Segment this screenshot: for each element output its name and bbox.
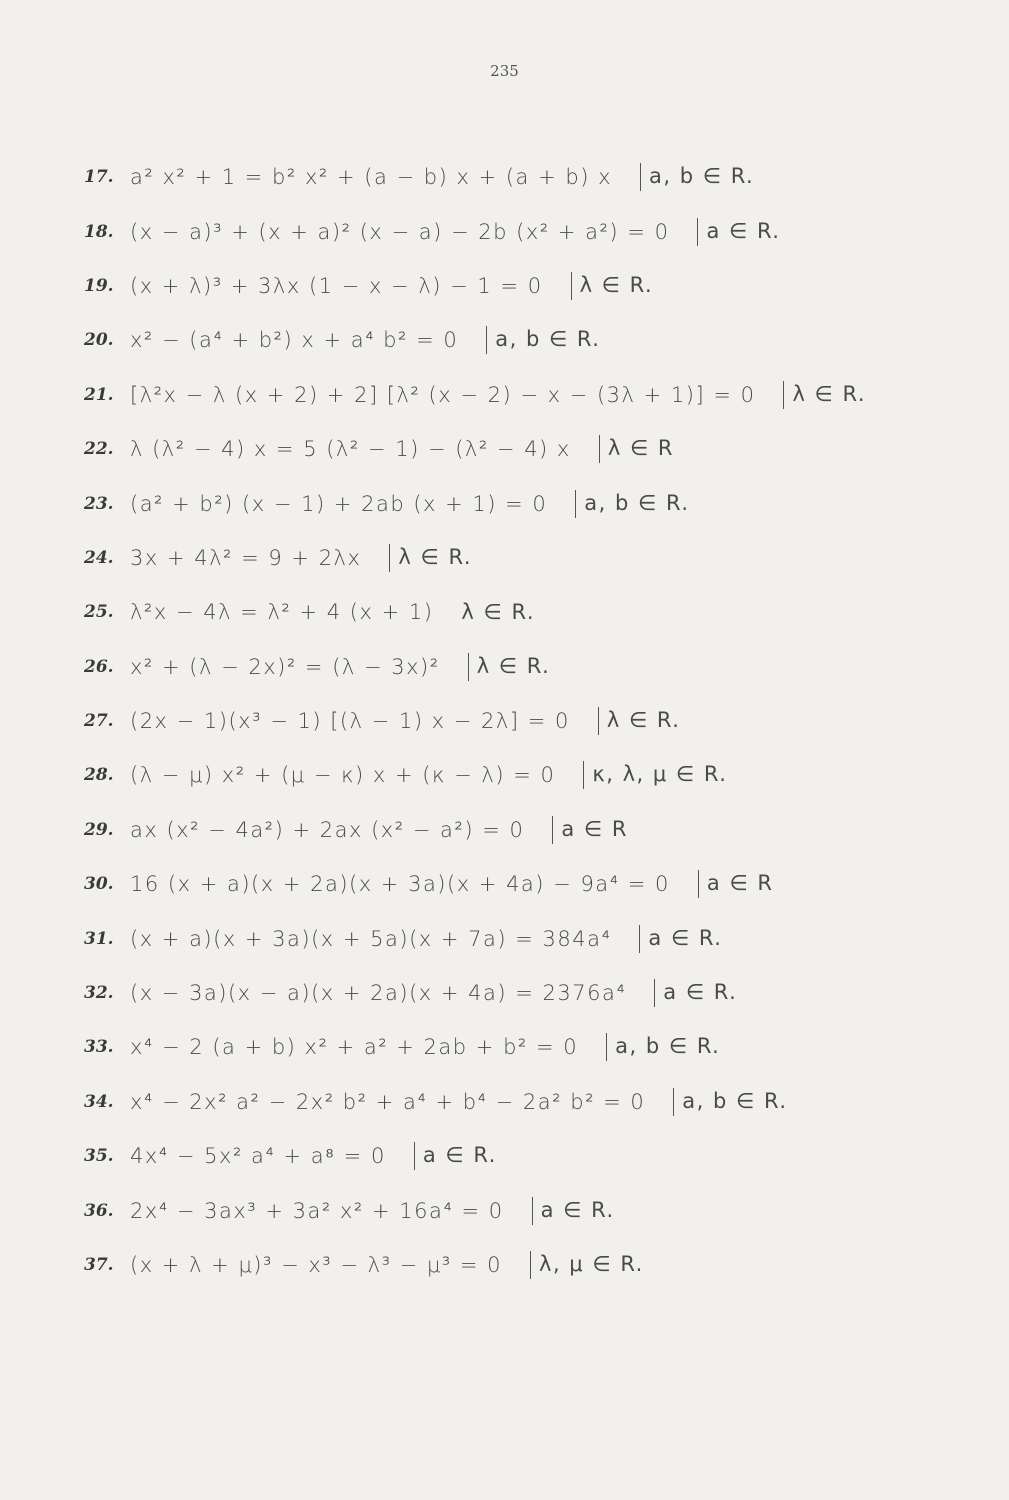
problem-condition-text: a ∈ R bbox=[706, 871, 774, 896]
page-number: 235 bbox=[490, 62, 519, 80]
problem-equation: 3x + 4λ² = 9 + 2λx bbox=[130, 545, 362, 570]
problem-condition bbox=[552, 816, 628, 844]
problem-item bbox=[84, 911, 964, 965]
divider bbox=[583, 761, 584, 789]
problem-item bbox=[84, 259, 964, 313]
problem-condition bbox=[461, 600, 535, 624]
problem-number: 27. bbox=[84, 711, 114, 732]
problem-number: 17. bbox=[84, 167, 114, 188]
problem-equation: (x − 3a)(x − a)(x + 2a)(x + 4a) = 2376a⁴ bbox=[130, 981, 627, 1006]
problem-condition bbox=[575, 490, 689, 518]
problem-condition-text: λ ∈ R. bbox=[579, 272, 654, 297]
divider bbox=[639, 925, 640, 953]
divider bbox=[599, 435, 600, 463]
problem-number: 18. bbox=[84, 221, 114, 242]
divider bbox=[414, 1142, 415, 1170]
problem-number: 37. bbox=[84, 1255, 114, 1275]
problem-item bbox=[84, 150, 964, 204]
problem-number: 19. bbox=[84, 275, 114, 296]
problem-list bbox=[84, 150, 964, 1292]
problem-equation: (x − a)³ + (x + a)² (x − a) − 2b (x² + a²) = 0 bbox=[130, 219, 670, 244]
problem-number: 29. bbox=[84, 819, 114, 840]
problem-number: 36. bbox=[84, 1200, 114, 1221]
problem-condition-text: a, b ∈ R. bbox=[584, 490, 690, 515]
problem-number: 34. bbox=[84, 1091, 114, 1112]
problem-equation: (λ − μ) x² + (μ − κ) x + (κ − λ) = 0 bbox=[130, 763, 556, 788]
divider bbox=[532, 1197, 533, 1225]
problem-condition-text: a, b ∈ R. bbox=[615, 1034, 721, 1059]
problem-equation: (x + λ + μ)³ − x³ − λ³ − μ³ = 0 bbox=[130, 1253, 503, 1277]
problem-number: 21. bbox=[84, 384, 114, 405]
problem-condition bbox=[698, 870, 774, 898]
problem-number: 22. bbox=[84, 439, 114, 460]
problem-condition-text: a ∈ R. bbox=[663, 980, 738, 1005]
problem-item bbox=[84, 531, 964, 585]
problem-equation: (x + a)(x + 3a)(x + 5a)(x + 7a) = 384a⁴ bbox=[130, 926, 612, 951]
problem-condition bbox=[414, 1142, 497, 1170]
problem-condition-text: λ ∈ R. bbox=[476, 653, 551, 678]
problem-condition-text: λ, μ ∈ R. bbox=[539, 1252, 644, 1276]
problem-number: 23. bbox=[84, 493, 114, 514]
problem-number: 31. bbox=[84, 928, 114, 949]
divider bbox=[552, 816, 553, 844]
problem-condition bbox=[599, 435, 674, 463]
problem-item bbox=[84, 694, 964, 748]
problem-condition-text: a, b ∈ R. bbox=[649, 164, 755, 189]
problem-condition bbox=[697, 218, 780, 246]
problem-item bbox=[84, 1129, 964, 1183]
problem-condition bbox=[583, 761, 727, 789]
problem-number: 28. bbox=[84, 765, 114, 786]
problem-condition bbox=[640, 163, 754, 191]
problem-equation: (a² + b²) (x − 1) + 2ab (x + 1) = 0 bbox=[130, 491, 548, 516]
divider bbox=[486, 326, 487, 354]
divider bbox=[530, 1251, 531, 1279]
divider bbox=[783, 381, 784, 409]
problem-equation: x² − (a⁴ + b²) x + a⁴ b² = 0 bbox=[130, 328, 459, 353]
problem-condition-text: a ∈ R. bbox=[648, 925, 723, 950]
problem-condition-text: κ, λ, μ ∈ R. bbox=[592, 762, 728, 787]
problem-condition-text: λ ∈ R. bbox=[461, 600, 535, 625]
problem-number: 26. bbox=[84, 656, 114, 677]
problem-item bbox=[84, 204, 964, 258]
problem-item bbox=[84, 1020, 964, 1074]
divider bbox=[673, 1088, 674, 1116]
problem-item bbox=[84, 585, 964, 639]
problem-equation: 2x⁴ − 3ax³ + 3a² x² + 16a⁴ = 0 bbox=[130, 1198, 504, 1223]
problem-number: 35. bbox=[84, 1146, 114, 1167]
divider bbox=[606, 1033, 607, 1061]
problem-item bbox=[84, 966, 964, 1020]
problem-condition bbox=[530, 1251, 644, 1279]
problem-number: 20. bbox=[84, 330, 114, 351]
problem-condition bbox=[598, 707, 681, 735]
problem-equation: (2x − 1)(x³ − 1) [(λ − 1) x − 2λ] = 0 bbox=[130, 709, 570, 734]
problem-condition bbox=[468, 653, 551, 681]
problem-equation: 4x⁴ − 5x² a⁴ + a⁸ = 0 bbox=[130, 1143, 386, 1168]
problem-condition bbox=[606, 1033, 720, 1061]
problem-condition-text: a ∈ R bbox=[561, 816, 628, 841]
problem-equation: 16 (x + a)(x + 2a)(x + 3a)(x + 4a) − 9a⁴ = 0 bbox=[130, 872, 670, 897]
problem-condition-text: a ∈ R. bbox=[706, 218, 781, 243]
problem-equation: (x + λ)³ + 3λx (1 − x − λ) − 1 = 0 bbox=[130, 273, 543, 298]
problem-number: 30. bbox=[84, 874, 114, 895]
divider bbox=[654, 979, 655, 1007]
problem-item bbox=[84, 1075, 964, 1129]
divider bbox=[389, 544, 390, 572]
problem-equation: a² x² + 1 = b² x² + (a − b) x + (a + b) x bbox=[130, 165, 612, 190]
problem-equation: x⁴ − 2 (a + b) x² + a² + 2ab + b² = 0 bbox=[130, 1035, 579, 1060]
divider bbox=[468, 653, 469, 681]
problem-condition-text: λ ∈ R. bbox=[398, 544, 473, 569]
problem-item bbox=[84, 803, 964, 857]
problem-item bbox=[84, 1183, 964, 1237]
problem-equation: λ²x − 4λ = λ² + 4 (x + 1) bbox=[130, 600, 434, 625]
problem-item bbox=[84, 1238, 964, 1292]
problem-item bbox=[84, 368, 964, 422]
problem-equation: x⁴ − 2x² a² − 2x² b² + a⁴ + b⁴ − 2a² b² = 0 bbox=[130, 1089, 646, 1114]
problem-condition-text: λ ∈ R. bbox=[606, 708, 681, 733]
problem-condition bbox=[532, 1197, 615, 1225]
divider bbox=[598, 707, 599, 735]
problem-condition bbox=[571, 272, 654, 300]
problem-condition bbox=[639, 925, 722, 953]
problem-condition bbox=[673, 1088, 787, 1116]
divider bbox=[575, 490, 576, 518]
divider bbox=[697, 218, 698, 246]
problem-condition bbox=[389, 544, 472, 572]
problem-equation: λ (λ² − 4) x = 5 (λ² − 1) − (λ² − 4) x bbox=[130, 437, 571, 462]
problem-item bbox=[84, 313, 964, 367]
divider bbox=[698, 870, 699, 898]
problem-condition-text: λ ∈ R bbox=[607, 436, 675, 461]
problem-condition bbox=[654, 979, 737, 1007]
problem-item bbox=[84, 476, 964, 530]
problem-number: 24. bbox=[84, 547, 114, 568]
problem-condition-text: a ∈ R. bbox=[422, 1143, 497, 1168]
problem-item bbox=[84, 857, 964, 911]
problem-condition bbox=[783, 381, 866, 409]
problem-item bbox=[84, 748, 964, 802]
problem-number: 33. bbox=[84, 1037, 114, 1058]
problem-number: 32. bbox=[84, 983, 114, 1004]
problem-condition-text: a, b ∈ R. bbox=[682, 1088, 788, 1113]
problem-equation: ax (x² − 4a²) + 2ax (x² − a²) = 0 bbox=[130, 817, 525, 842]
problem-condition-text: a, b ∈ R. bbox=[495, 327, 601, 352]
problem-condition-text: a ∈ R. bbox=[540, 1197, 615, 1222]
divider bbox=[571, 272, 572, 300]
problem-item bbox=[84, 422, 964, 476]
problem-condition bbox=[486, 326, 600, 354]
problem-number: 25. bbox=[84, 602, 114, 623]
problem-equation: x² + (λ − 2x)² = (λ − 3x)² bbox=[130, 654, 440, 679]
divider bbox=[640, 163, 641, 191]
problem-item bbox=[84, 640, 964, 694]
problem-equation: [λ²x − λ (x + 2) + 2] [λ² (x − 2) − x − (3λ + 1)] = 0 bbox=[130, 382, 756, 407]
problem-condition-text: λ ∈ R. bbox=[792, 381, 867, 406]
